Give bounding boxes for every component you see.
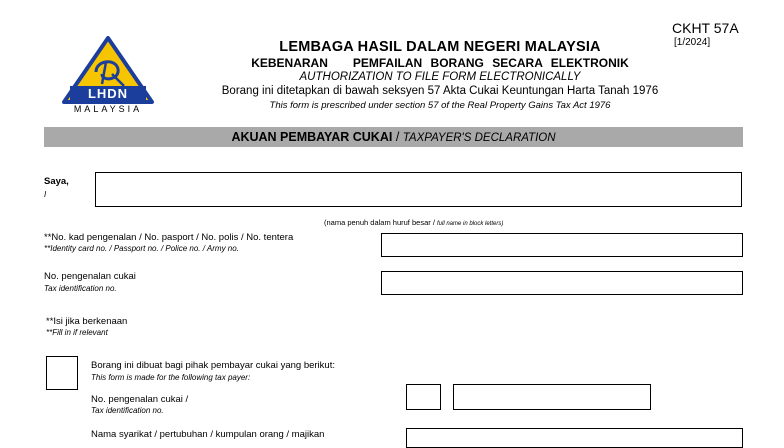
form-version: [1/2024]: [674, 37, 711, 48]
relevance-note-en: **Fill in if relevant: [46, 328, 108, 337]
company-name-label: Nama syarikat / pertubuhan / kumpulan orang / majikan: [91, 429, 325, 440]
form-code: CKHT 57A: [672, 20, 739, 36]
behalf-tax-id-field[interactable]: [453, 384, 651, 410]
tax-id-field[interactable]: [381, 271, 743, 295]
statute-en: This form is prescribed under section 57 of the Real Property Gains Tax Act 1976: [269, 100, 611, 111]
id-number-label-en: **Identity card no. / Passport no. / Police no. / Army no.: [44, 244, 239, 253]
form-title-en: AUTHORIZATION TO FILE FORM ELECTRONICALLY: [299, 71, 581, 83]
saya-label-en: I: [44, 190, 47, 199]
agency-name: LEMBAGA HASIL DALAM NEGERI MALAYSIA: [279, 39, 601, 55]
tax-id-label-en: Tax identification no.: [44, 284, 117, 293]
statute-ms: Borang ini ditetapkan di bawah seksyen 57 Akta Cukai Keuntungan Harta Tanah 1976: [221, 85, 659, 97]
id-number-field[interactable]: [381, 233, 743, 257]
behalf-tax-id-prefix-field[interactable]: [406, 384, 441, 410]
relevance-note: **Isi jika berkenaan: [46, 316, 128, 327]
form-title-ms: KEBENARAN PEMFAILAN BORANG SECARA ELEKTRONIK: [251, 56, 629, 70]
on-behalf-label: Borang ini dibuat bagi pihak pembayar cukai yang berikut:: [91, 360, 335, 371]
tax-id-label: No. pengenalan cukai: [44, 271, 136, 282]
full-name-hint-en: full name in block letters): [436, 221, 504, 227]
full-name-hint: [324, 218, 503, 227]
section-header: [44, 127, 743, 147]
full-name-field[interactable]: [95, 172, 742, 207]
saya-label: Saya,: [44, 176, 69, 187]
on-behalf-checkbox[interactable]: [46, 356, 78, 390]
logo-country: MALAYSIA: [73, 104, 143, 114]
behalf-tax-id-label-en: Tax identification no.: [91, 406, 164, 415]
logo-text: LHDN: [87, 86, 129, 101]
company-name-field[interactable]: [406, 428, 743, 448]
section-title-ms: AKUAN PEMBAYAR CUKAI: [231, 130, 393, 144]
section-separator: /: [392, 130, 403, 144]
full-name-hint-ms: (nama penuh dalam huruf besar /: [324, 218, 437, 227]
on-behalf-label-en: This form is made for the following tax payer:: [91, 373, 251, 382]
id-number-label: **No. kad pengenalan / No. pasport / No. polis / No. tentera: [44, 232, 294, 243]
behalf-tax-id-label: No. pengenalan cukai /: [91, 394, 189, 405]
section-title-en: TAXPAYER'S DECLARATION: [402, 132, 556, 144]
